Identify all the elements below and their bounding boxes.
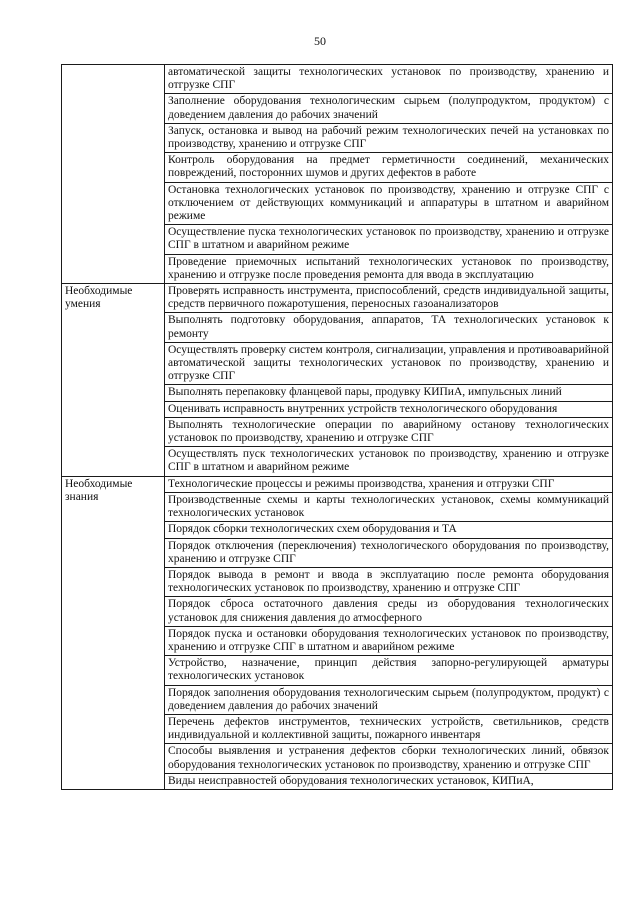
requirement-cell: Выполнять технологические операции по аварийному останову технологических установок по производству, хранению и отгрузке СПГ	[165, 417, 613, 446]
requirement-cell: Порядок пуска и остановки оборудования технологических установок по производству, хранению и отгрузке СПГ в штатном и аварийном режиме	[165, 626, 613, 655]
requirement-cell: Заполнение оборудования технологическим сырьем (полупродуктом, продуктом) с доведением давления до рабочих значений	[165, 94, 613, 123]
requirement-cell: Осуществлять пуск технологических установок по производству, хранению и отгрузке СПГ в штатном и аварийном режиме	[165, 447, 613, 476]
requirement-cell: Порядок заполнения оборудования технологическим сырьем (полупродуктом, продукт) с доведением давления до рабочих значений	[165, 685, 613, 714]
requirement-cell: Устройство, назначение, принцип действия запорно-регулирующей арматуры технологических установок	[165, 656, 613, 685]
requirement-cell: Технологические процессы и режимы производства, хранения и отгрузки СПГ	[165, 476, 613, 492]
requirement-cell: Производственные схемы и карты технологических установок, схемы коммуникаций технологических установок	[165, 492, 613, 521]
category-cell	[62, 65, 165, 284]
requirement-cell: Осуществление пуска технологических установок по производству, хранению и отгрузке СПГ в штатном и аварийном режиме	[165, 225, 613, 254]
requirement-cell: Способы выявления и устранения дефектов сборки технологических линий, обвязок оборудования технологических установок по производству, хранению и отгрузке СПГ	[165, 744, 613, 773]
page-number: 50	[314, 34, 326, 48]
competency-table	[61, 64, 613, 790]
table-row	[62, 65, 613, 94]
requirement-cell: Порядок отключения (переключения) технологического оборудования по производству, хранению и отгрузке СПГ	[165, 538, 613, 567]
requirement-cell: Контроль оборудования на предмет герметичности соединений, механических повреждений, посторонних шумов и других дефектов в работе	[165, 153, 613, 182]
requirement-cell: Проверять исправность инструмента, приспособлений, средств индивидуальной защиты, средств первичного пожаротушения, переносных газоанализаторов	[165, 284, 613, 313]
requirement-cell: Выполнять подготовку оборудования, аппаратов, ТА технологических установок к ремонту	[165, 313, 613, 342]
category-cell: Необходимые умения	[62, 284, 165, 477]
requirement-cell: автоматической защиты технологических установок по производству, хранению и отгрузке СПГ	[165, 65, 613, 94]
requirement-cell: Перечень дефектов инструментов, технических устройств, светильников, средств индивидуальной и коллективной защиты, пожарного инвентаря	[165, 714, 613, 743]
category-cell: Необходимые знания	[62, 476, 165, 789]
requirement-cell: Порядок сборки технологических схем оборудования и ТА	[165, 522, 613, 538]
table-row	[62, 476, 613, 492]
requirement-cell: Выполнять перепаковку фланцевой пары, продувку КИПиА, импульсных линий	[165, 385, 613, 401]
requirement-cell: Оценивать исправность внутренних устройств технологического оборудования	[165, 401, 613, 417]
requirement-cell: Порядок сброса остаточного давления среды из оборудования технологических установок для снижения давления до атмосферного	[165, 597, 613, 626]
requirement-cell: Виды неисправностей оборудования технологических установок, КИПиА,	[165, 773, 613, 789]
requirement-cell: Проведение приемочных испытаний технологических установок по производству, хранению и отгрузке после проведения ремонта для ввода в эксплуатацию	[165, 254, 613, 283]
requirement-cell: Порядок вывода в ремонт и ввода в эксплуатацию после ремонта оборудования технологических установок по производству, хранению и отгрузке СПГ	[165, 567, 613, 596]
requirement-cell: Запуск, остановка и вывод на рабочий режим технологических печей на установках по производству, хранению и отгрузке СПГ	[165, 123, 613, 152]
requirement-cell: Остановка технологических установок по производству, хранению и отгрузке СПГ с отключением от действующих коммуникаций и аппаратуры в штатном и аварийном режиме	[165, 182, 613, 225]
requirement-cell: Осуществлять проверку систем контроля, сигнализации, управления и противоаварийной автоматической защиты технологических установок по производству, хранению и отгрузке СПГ	[165, 342, 613, 385]
table-row	[62, 284, 613, 313]
